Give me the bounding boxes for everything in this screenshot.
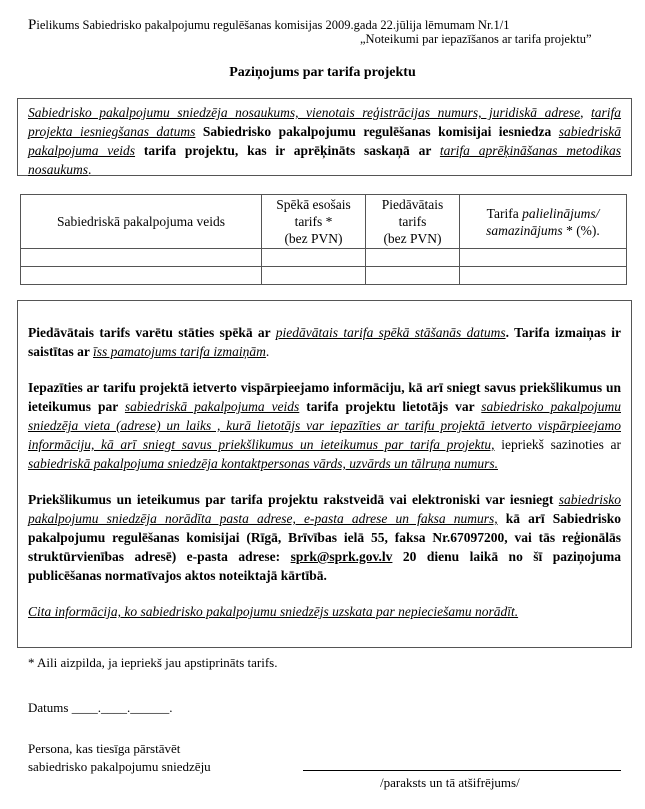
submission-paragraph	[28, 490, 621, 585]
service-type-field: sabiedriskā pakalpojuma veids	[28, 124, 621, 158]
cell[interactable]	[21, 267, 262, 285]
cell[interactable]	[366, 267, 460, 285]
other-info-field: Cita informācija, ko sabiedrisko pakalpojumu sniedzējs uzskata par nepieciešamu norādīt.	[28, 604, 519, 619]
header-initial: P	[28, 17, 37, 33]
period: .	[88, 162, 92, 177]
table-row	[21, 267, 627, 285]
signature-line[interactable]	[303, 770, 621, 771]
intro-text	[28, 103, 621, 179]
c4a: Tarifa	[486, 205, 523, 221]
other-info-paragraph	[28, 602, 621, 621]
p2b: tarifa projektu lietotājs var	[299, 399, 482, 414]
p3b: kā arī Sabiedrisko pakalpojumu regulēšanas komisijai (Rīgā, Brīvības ielā 55, faksa Nr.67097200, vai tās reģionālās struktūrvienības adresē) e-pasta adrese:	[28, 511, 621, 564]
c4b: palielinājums/	[522, 205, 600, 221]
page-title: Paziņojums par tarifa projektu	[229, 65, 416, 80]
justification-field: īss pamatojums tarifa izmaiņām	[93, 344, 266, 359]
signatory-l1: Persona, kas tiesīga pārstāvēt	[28, 741, 181, 756]
col-change-percent	[460, 195, 627, 249]
details-box	[17, 300, 632, 648]
details-text	[28, 323, 621, 621]
col-current-tariff	[262, 195, 366, 249]
cell[interactable]	[460, 267, 627, 285]
contact-person-field: sabiedriskā pakalpojuma sniedzēja kontaktpersonas vārds, uzvārds un tālruņa numurs.	[28, 456, 498, 471]
effective-paragraph	[28, 323, 621, 361]
p2a: Iepazīties ar tarifu projektā ietverto vispārpieejamo informāciju, kā arī sniegt savus priekšlikumus un ieteikumus par	[28, 380, 621, 414]
cell[interactable]	[460, 249, 627, 267]
intro-text-2: tarifa projektu, kas ir aprēķināts saskaņā ar	[135, 143, 440, 158]
signatory	[28, 740, 211, 776]
p1a: Piedāvātais tarifs varētu stāties spēkā ar	[28, 325, 276, 340]
table-header-row	[21, 195, 627, 249]
col-proposed-tariff	[366, 195, 460, 249]
sep: ,	[580, 105, 591, 120]
provider-contacts-field: sabiedrisko pakalpojumu sniedzēja norādīta pasta adrese, e-pasta adrese un faksa numurs,	[28, 492, 621, 526]
submission-date-field: tarifa projekta iesniegšanas datums	[28, 105, 621, 139]
c3l1: Piedāvātais	[381, 197, 444, 212]
cell[interactable]	[366, 249, 460, 267]
location-field: sabiedrisko pakalpojumu sniedzēja vieta (adrese) un laiks , kurā lietotājs var iepazīties ar tarifu projektā ietverto vispārpieejamo informāciju, kā arī sniegt savus priekšlikumus un ieteikumus par tarifa projektu,	[28, 399, 621, 452]
c4c: samazinājums	[486, 222, 563, 238]
cell[interactable]	[262, 249, 366, 267]
c3l3: (bez PVN)	[383, 231, 442, 246]
methodology-field: tarifa aprēķināšanas metodikas nosaukums	[28, 143, 622, 177]
table-row	[21, 249, 627, 267]
header-line1: ielikums Sabiedrisko pakalpojumu regulēšanas komisijas 2009.gada 22.jūlija lēmumam Nr.1/1	[36, 18, 510, 32]
date-line: Datums ____.____.______.	[28, 700, 173, 715]
intro-text-1: Sabiedrisko pakalpojumu regulēšanas komisijai iesniedza	[195, 124, 559, 139]
provider-name-field: Sabiedrisko pakalpojumu sniedzēja nosaukums, vienotais reģistrācijas numurs, juridiskā adrese	[28, 105, 581, 120]
effective-date-field: piedāvātais tarifa spēkā stāšanās datums	[275, 325, 506, 340]
consultation-paragraph	[28, 378, 621, 473]
c2l2: tarifs *	[294, 214, 333, 229]
cell[interactable]	[21, 249, 262, 267]
c2l3: (bez PVN)	[284, 231, 343, 246]
footnote: * Aili aizpilda, ja iepriekš jau apstiprināts tarifs.	[28, 655, 278, 670]
cell[interactable]	[262, 267, 366, 285]
c4d: * (%).	[562, 222, 600, 238]
tariff-table	[20, 194, 627, 285]
intro-box	[17, 98, 632, 176]
signature-caption: /paraksts un tā atšifrējums/	[380, 775, 520, 790]
col-service-type: Sabiedriskā pakalpojuma veids	[21, 195, 262, 249]
c3l2: tarifs	[398, 214, 427, 229]
c2l1: Spēkā esošais	[276, 197, 351, 212]
p2c: iepriekš sazinoties ar	[494, 437, 621, 452]
signatory-l2: sabiedrisko pakalpojumu sniedzēju	[28, 759, 211, 774]
p3c: 20 dienu laikā no šī paziņojuma publicēšanas normatīvajos aktos noteiktajā kārtībā.	[28, 549, 621, 583]
p3a: Priekšlikumus un ieteikumus par tarifa projektu rakstveidā vai elektroniski var iesniegt	[28, 492, 559, 507]
p1c: .	[265, 344, 270, 359]
service-type-field-2: sabiedriskā pakalpojuma veids	[124, 399, 300, 414]
email-link[interactable]: sprk@sprk.gov.lv	[290, 549, 393, 564]
header-line2: „Noteikumi par iepazīšanos ar tarifa projektu”	[360, 32, 592, 46]
p1b: . Tarifa izmaiņas ir saistītas ar	[28, 325, 621, 359]
